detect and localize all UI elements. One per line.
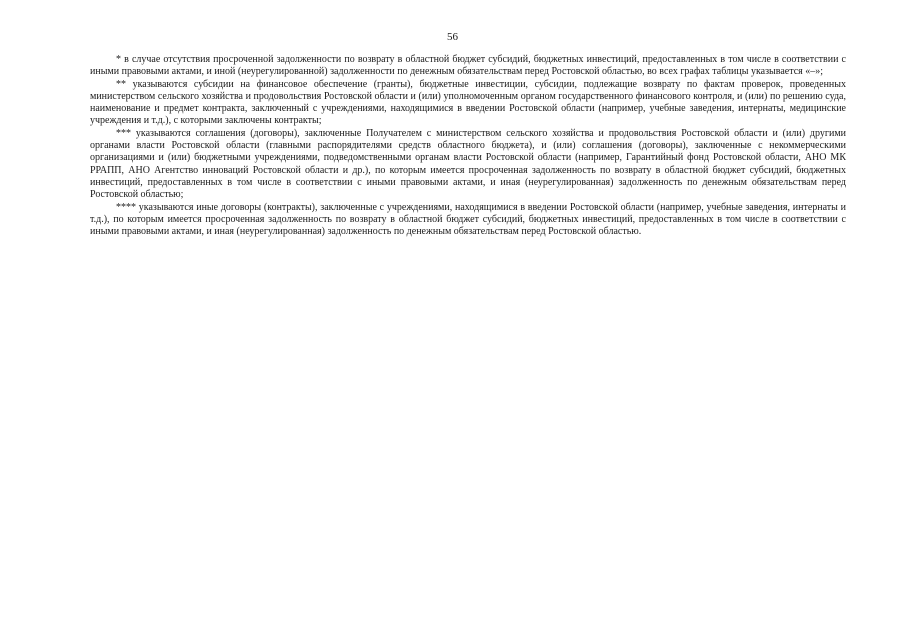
footnote-2: ** указываются субсидии на финансовое обеспечение (гранты), бюджетные инвестиции, субсидии, подлежащие возврату по фактам проверок, проведенных министерством сельского хозяйства и продовольствия Ростовской области и (или) уполномоченным органом государственного финансового контроля, и (или) по решению суда, наименование и предмет контракта, заключенный с учреждениями, находящимися в введении Ростовской области (например, учебные заведения, интернаты, медицинские учреждения и т.д.), с которыми заключены контракты; xyxy=(90,78,846,127)
footnote-3: *** указываются соглашения (договоры), заключенные Получателем с министерством сельского хозяйства и продовольствия Ростовской области и (или) другими органами власти Ростовской области (главными распорядителями средств областного бюджета), и (или) соглашения (договоры), заключенные с некоммерческими организациями и (или) бюджетными учреждениями, подведомственными органам власти Ростовской области (например, Гарантийный фонд Ростовской области, АНО МК РРАПП, АНО Агентство инноваций Ростовской области и др.), по которым имеется просроченная задолженность по возврату в областной бюджет субсидий, бюджетных инвестиций, предоставленных в том числе в соответствии с иными правовыми актами, и иная (неурегулированная) задолженность по денежным обязательствам перед Ростовской областью; xyxy=(90,127,846,201)
footnote-1: * в случае отсутствия просроченной задолженности по возврату в областной бюджет субсидий, бюджетных инвестиций, предоставленных в том числе в соответствии с иными правовыми актами, и иной (неурегулированной) задолженности по денежным обязательствам перед Ростовской областью, во всех графах таблицы указывается «–»; xyxy=(90,54,846,78)
footnote-4: **** указываются иные договоры (контракты), заключенные с учреждениями, находящимися в введении Ростовской области (например, учебные заведения, интернаты и т.д.), по которым имеется просроченная задолженность по возврату в областной бюджет субсидий, бюджетных инвестиций, предоставленных в том числе в соответствии с иными правовыми актами, и иная (неурегулированная) задолженность по денежным обязательствам перед Ростовской областью. xyxy=(90,201,846,238)
page-number: 56 xyxy=(447,31,458,43)
footnotes-section xyxy=(90,54,846,238)
